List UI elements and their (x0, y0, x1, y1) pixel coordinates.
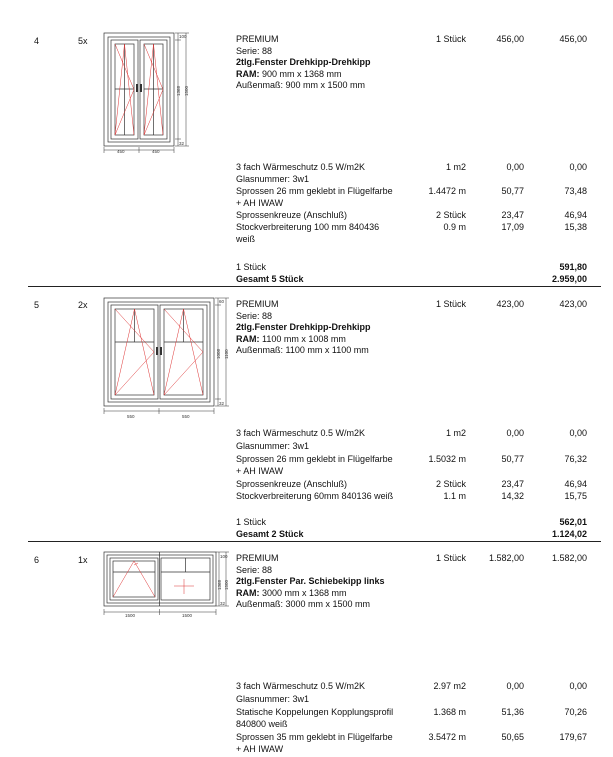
item-text: 3 fach Wärmeschutz 0.5 W/m2K (236, 681, 366, 691)
dim-width-left: 450 (117, 149, 125, 154)
item-text: Sprossen 35 mm geklebt in Flügelfarbe (236, 732, 393, 742)
position-number: 6 (34, 555, 40, 565)
item-amount: 1.1 m (443, 491, 466, 501)
ram-line (236, 69, 371, 81)
item-total: 179,67 (559, 732, 587, 742)
product-title: 2tlg.Fenster Drehkipp-Drehkipp (236, 322, 371, 333)
item-price: 17,09 (501, 222, 524, 232)
outer-dimension: Außenmaß: 3000 mm x 1500 mm (236, 599, 371, 610)
item-text: + AH IWAW (236, 744, 284, 754)
dim-width-left: 1500 (125, 613, 136, 618)
main-total: 423,00 (559, 299, 587, 309)
ram-value: 900 mm x 1368 mm (259, 68, 342, 79)
item-text: 3 fach Wärmeschutz 0.5 W/m2K (236, 162, 366, 172)
item-amount: 1 m2 (445, 428, 466, 438)
item-total: 15,38 (564, 222, 587, 232)
item-text: Glasnummer: 3w1 (236, 441, 310, 451)
window-drawing-turn-tilt (100, 32, 192, 158)
position-quantity: 5x (78, 36, 88, 46)
dim-total-height: 1500 (184, 85, 189, 96)
main-unit-price: 1.582,00 (488, 553, 524, 563)
ram-label: RAM: (236, 333, 260, 344)
item-amount: 1 m2 (445, 162, 466, 172)
item-amount: 2 Stück (435, 210, 466, 220)
item-text: + AH IWAW (236, 466, 284, 476)
item-price: 0,00 (506, 681, 524, 691)
dim-bottom: 32 (219, 401, 225, 406)
sum-total: 2.959,00 (551, 274, 587, 284)
item-amount: 2 Stück (435, 479, 466, 489)
series-line: Serie: 88 (236, 45, 273, 56)
item-price: 23,47 (501, 479, 524, 489)
item-price: 50,77 (501, 454, 524, 464)
position-number: 5 (34, 300, 40, 310)
item-total: 76,32 (564, 454, 587, 464)
dim-width-right: 1500 (182, 613, 193, 618)
per-piece-label: 1 Stück (236, 517, 267, 527)
dim-bottom: 32 (220, 601, 226, 606)
item-total: 70,26 (564, 707, 587, 717)
dim-height: 1368 (176, 85, 181, 96)
dim-width-left: 550 (127, 414, 135, 419)
sum-label: Gesamt 5 Stück (236, 274, 304, 284)
item-price: 14,32 (501, 491, 524, 501)
dim-total-height: 1500 (224, 579, 229, 590)
product-title: 2tlg.Fenster Par. Schiebekipp links (236, 576, 385, 587)
item-price: 0,00 (506, 428, 524, 438)
dim-height: 1008 (216, 348, 221, 359)
item-amount: 2.97 m2 (433, 681, 466, 691)
item-text: + AH IWAW (236, 198, 284, 208)
item-price: 23,47 (501, 210, 524, 220)
item-amount: 1.4472 m (428, 186, 466, 196)
ram-value: 1100 mm x 1008 mm (259, 333, 346, 344)
series-line: Serie: 88 (236, 564, 273, 575)
product-description (236, 34, 371, 92)
item-total: 46,94 (564, 210, 587, 220)
item-text: 840800 weiß (236, 719, 288, 729)
dim-height: 1368 (217, 579, 222, 590)
item-price: 50,65 (501, 732, 524, 742)
item-total: 0,00 (569, 162, 587, 172)
window-drawing-turn-tilt (100, 297, 230, 421)
sum-total: 1.124,02 (551, 529, 587, 539)
item-text: Stockverbreiterung 100 mm 840436 (236, 222, 380, 232)
item-text: Sprossen 26 mm geklebt in Flügelfarbe (236, 186, 393, 196)
item-text: Sprossenkreuze (Anschluß) (236, 210, 348, 220)
product-line: PREMIUM (236, 553, 279, 563)
item-amount: 0.9 m (443, 222, 466, 232)
ram-label: RAM: (236, 587, 260, 598)
dim-top: 60 (219, 299, 225, 304)
item-total: 46,94 (564, 479, 587, 489)
per-piece-total: 562,01 (559, 517, 587, 527)
item-total: 0,00 (569, 428, 587, 438)
position-quantity: 2x (78, 300, 88, 310)
main-unit-price: 423,00 (496, 299, 524, 309)
dim-width-right: 550 (182, 414, 190, 419)
product-line: PREMIUM (236, 34, 279, 44)
item-text: Statische Koppelungen Kopplungsprofil (236, 707, 394, 717)
section-divider (28, 541, 601, 542)
section-divider (28, 286, 601, 287)
position-quantity: 1x (78, 555, 88, 565)
item-total: 0,00 (569, 681, 587, 691)
product-line: PREMIUM (236, 299, 279, 309)
item-price: 0,00 (506, 162, 524, 172)
per-piece-total: 591,80 (559, 262, 587, 272)
main-amount: 1 Stück (435, 553, 466, 563)
ram-line (236, 334, 371, 346)
item-text: 3 fach Wärmeschutz 0.5 W/m2K (236, 428, 366, 438)
outer-dimension: Außenmaß: 900 mm x 1500 mm (236, 80, 366, 91)
item-price: 51,36 (501, 707, 524, 717)
item-text: Sprossenkreuze (Anschluß) (236, 479, 348, 489)
main-total: 456,00 (559, 34, 587, 44)
ram-value: 3000 mm x 1368 mm (259, 587, 347, 598)
item-text: Stockverbreiterung 60mm 840136 weiß (236, 491, 394, 501)
item-text: Sprossen 26 mm geklebt in Flügelfarbe (236, 454, 393, 464)
item-amount: 1.368 m (433, 707, 466, 717)
item-text: Glasnummer: 3w1 (236, 694, 310, 704)
position-number: 4 (34, 36, 40, 46)
main-total: 1.582,00 (551, 553, 587, 563)
item-price: 50,77 (501, 186, 524, 196)
series-line: Serie: 88 (236, 310, 273, 321)
main-amount: 1 Stück (435, 299, 466, 309)
item-total: 15,75 (564, 491, 587, 501)
product-title: 2tlg.Fenster Drehkipp-Drehkipp (236, 57, 371, 68)
dim-total-height: 1100 (224, 349, 229, 359)
outer-dimension: Außenmaß: 1100 mm x 1100 mm (236, 345, 369, 356)
dim-bottom: 32 (179, 141, 185, 146)
ram-line (236, 588, 385, 600)
item-amount: 1.5032 m (428, 454, 466, 464)
item-amount: 3.5472 m (428, 732, 466, 742)
main-unit-price: 456,00 (496, 34, 524, 44)
dim-top: 100 (220, 554, 228, 559)
product-description (236, 553, 385, 611)
sum-label: Gesamt 2 Stück (236, 529, 304, 539)
ram-label: RAM: (236, 68, 260, 79)
product-description (236, 299, 371, 357)
per-piece-label: 1 Stück (236, 262, 267, 272)
dim-width-right: 450 (152, 149, 160, 154)
item-total: 73,48 (564, 186, 587, 196)
main-amount: 1 Stück (435, 34, 466, 44)
dim-top: 100 (179, 34, 187, 39)
item-text: weiß (236, 234, 256, 244)
window-drawing-sliding-tilt (100, 550, 232, 620)
item-text: Glasnummer: 3w1 (236, 174, 310, 184)
